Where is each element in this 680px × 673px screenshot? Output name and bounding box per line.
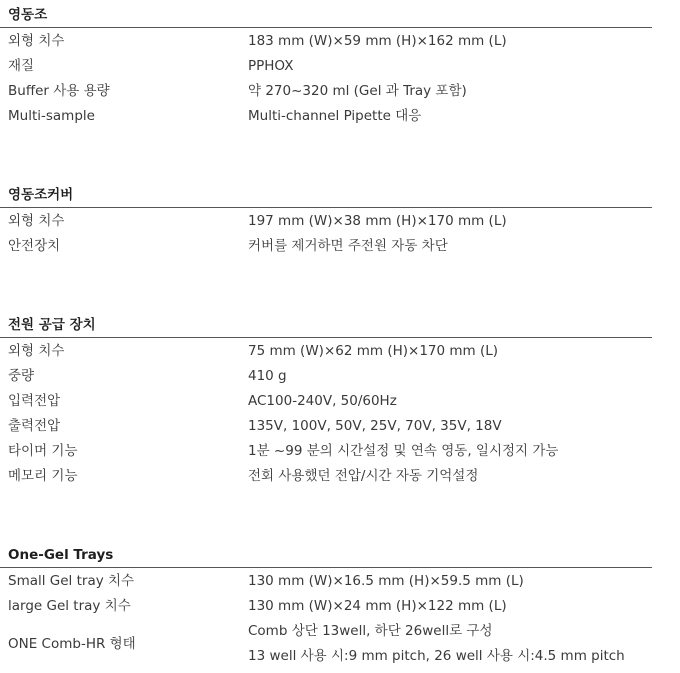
spec-row [0,366,652,391]
spec-row [0,441,652,466]
spec-label: 외형 치수 [8,213,65,229]
spec-row [0,56,652,81]
spec-value: 197 mm (W)×38 mm (H)×170 mm (L) [248,213,507,229]
spec-value: 130 mm (W)×24 mm (H)×122 mm (L) [248,598,507,614]
spec-label: 외형 치수 [8,343,65,359]
spec-value: 약 270~320 ml (Gel 과 Tray 포함) [248,83,467,99]
spec-row [0,31,652,56]
section-title: 영동조 [8,7,48,23]
spec-value: AC100-240V, 50/60Hz [248,393,397,409]
spec-label: Small Gel tray 치수 [8,573,135,589]
spec-label: Multi-sample [8,108,95,124]
spec-value: 183 mm (W)×59 mm (H)×162 mm (L) [248,33,507,49]
section-title: 영동조커버 [8,187,74,203]
section-divider [0,567,652,568]
spec-value: 135V, 100V, 50V, 25V, 70V, 35V, 18V [248,418,502,434]
spec-value: 75 mm (W)×62 mm (H)×170 mm (L) [248,343,499,359]
spec-value: 커버를 제거하면 주전원 자동 차단 [248,238,448,254]
spec-label: 안전장치 [8,238,61,254]
spec-label: 출력전압 [8,418,61,434]
spec-label: 외형 치수 [8,33,65,49]
spec-row [0,236,652,261]
spec-value: Multi-channel Pipette 대응 [248,108,422,124]
section-divider [0,27,652,28]
spec-label: 입력전압 [8,393,61,409]
spec-label: 재질 [8,58,35,74]
spec-value-line: Comb 상단 13well, 하단 26well로 구성 [248,623,493,639]
spec-row [0,211,652,236]
spec-row [0,571,652,596]
spec-label: 타이머 기능 [8,443,78,459]
spec-value: PPHOX [248,58,294,74]
section-title: 전원 공급 장치 [8,317,96,333]
spec-value: 1분 ~99 분의 시간설정 및 연속 영동, 일시정지 가능 [248,443,559,459]
spec-label: large Gel tray 치수 [8,598,131,614]
spec-row [0,596,652,621]
section-divider [0,337,652,338]
spec-row [0,341,652,366]
spec-value: 전회 사용했던 전압/시간 자동 기억설정 [248,468,479,484]
section-divider [0,207,652,208]
section-title: One-Gel Trays [8,547,114,563]
spec-row [0,81,652,106]
spec-row [0,106,652,131]
spec-label: ONE Comb-HR 형태 [8,636,136,652]
spec-label: Buffer 사용 용량 [8,83,110,99]
spec-value: 130 mm (W)×16.5 mm (H)×59.5 mm (L) [248,573,524,589]
spec-value: 410 g [248,368,287,384]
spec-label: 중량 [8,368,35,384]
spec-row [0,466,652,491]
spec-value-line: 13 well 사용 시:9 mm pitch, 26 well 사용 시:4.5 mm pitch [248,648,625,664]
spec-row [0,391,652,416]
spec-row [0,416,652,441]
spec-value-multiline [248,619,625,669]
spec-row [0,621,652,671]
spec-label: 메모리 기능 [8,468,78,484]
